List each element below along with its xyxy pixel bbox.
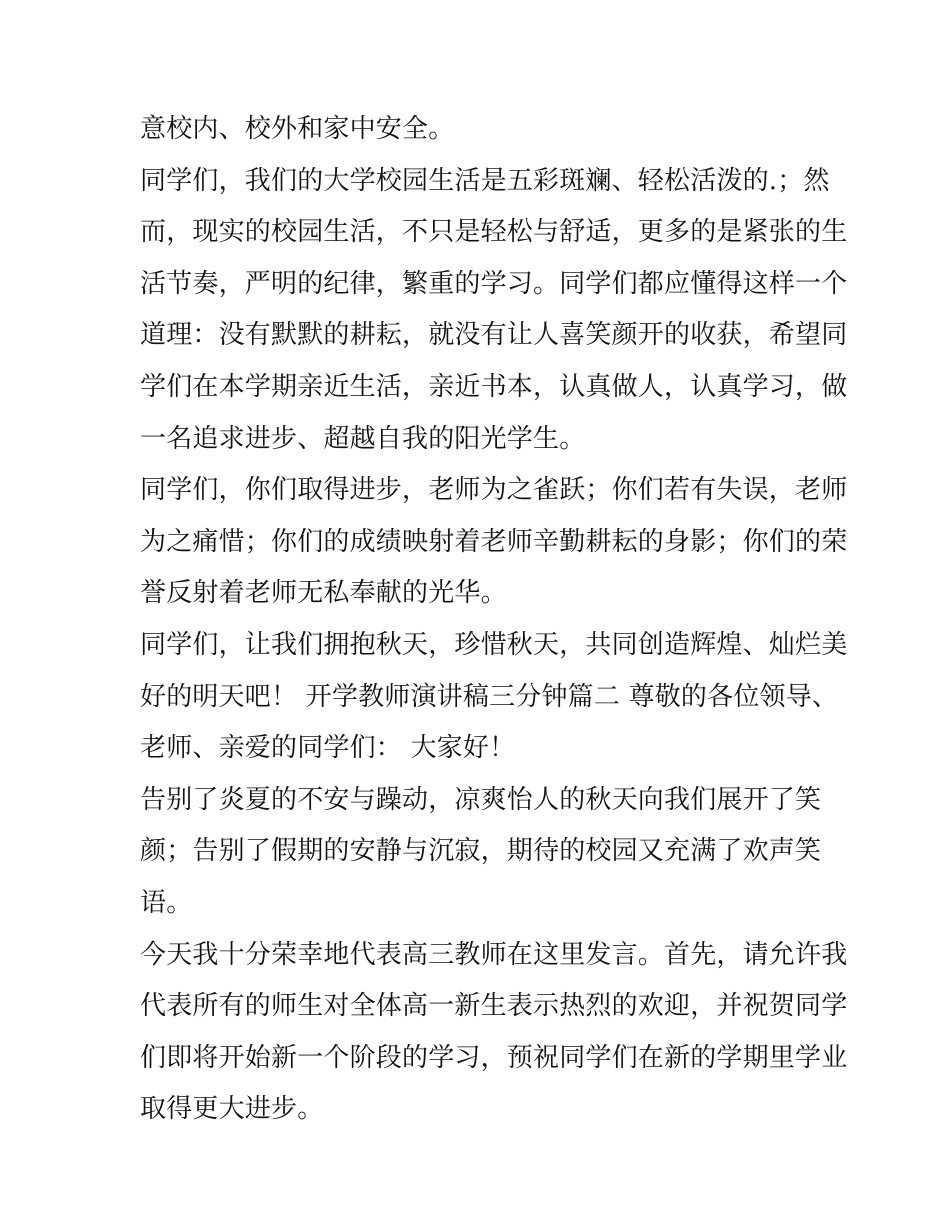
text-line: 一名追求进步、超越自我的阳光学生。 — [140, 423, 586, 454]
text-line: 语。 — [140, 887, 193, 918]
text-line: 活节奏，严明的纪律，繁重的学习。同学们都应懂得这样一个 — [140, 268, 848, 299]
text-line: 代表所有的师生对全体高一新生表示热烈的欢迎，并祝贺同学 — [140, 991, 848, 1022]
text-line: 老师、亲爱的同学们： 大家好！ — [140, 733, 516, 764]
text-line: 学们在本学期亲近生活，亲近书本，认真做人，认真学习，做 — [140, 371, 848, 402]
text-line: 同学们，让我们拥抱秋天，珍惜秋天，共同创造辉煌、灿烂美 — [140, 629, 848, 660]
text-line: 同学们，你们取得进步，老师为之雀跃；你们若有失误，老师 — [140, 475, 848, 506]
text-line: 道理：没有默默的耕耘，就没有让人喜笑颜开的收获，希望同 — [140, 320, 848, 351]
text-line: 为之痛惜；你们的成绩映射着老师辛勤耕耘的身影；你们的荣 — [140, 526, 848, 557]
text-line: 意校内、校外和家中安全。 — [140, 114, 455, 144]
document-body — [140, 104, 848, 1136]
text-line: 誉反射着老师无私奉献的光华。 — [140, 578, 507, 609]
text-line: 取得更大进步。 — [140, 1094, 324, 1125]
text-line: 而，现实的校园生活，不只是轻松与舒适，更多的是紧张的生 — [140, 217, 848, 248]
text-line: 同学们，我们的大学校园生活是五彩斑斓、轻松活泼的.；然 — [140, 165, 830, 196]
text-line: 颜；告别了假期的安静与沉寂，期待的校园又充满了欢声笑 — [140, 836, 822, 867]
text-line: 好的明天吧！ 开学教师演讲稿三分钟篇二 尊敬的各位领导、 — [140, 681, 839, 712]
text-line: 告别了炎夏的不安与躁动，凉爽怡人的秋天向我们展开了笑 — [140, 784, 822, 815]
text-line: 们即将开始新一个阶段的学习，预祝同学们在新的学期里学业 — [140, 1042, 848, 1073]
text-line: 今天我十分荣幸地代表高三教师在这里发言。首先，请允许我 — [140, 939, 848, 970]
